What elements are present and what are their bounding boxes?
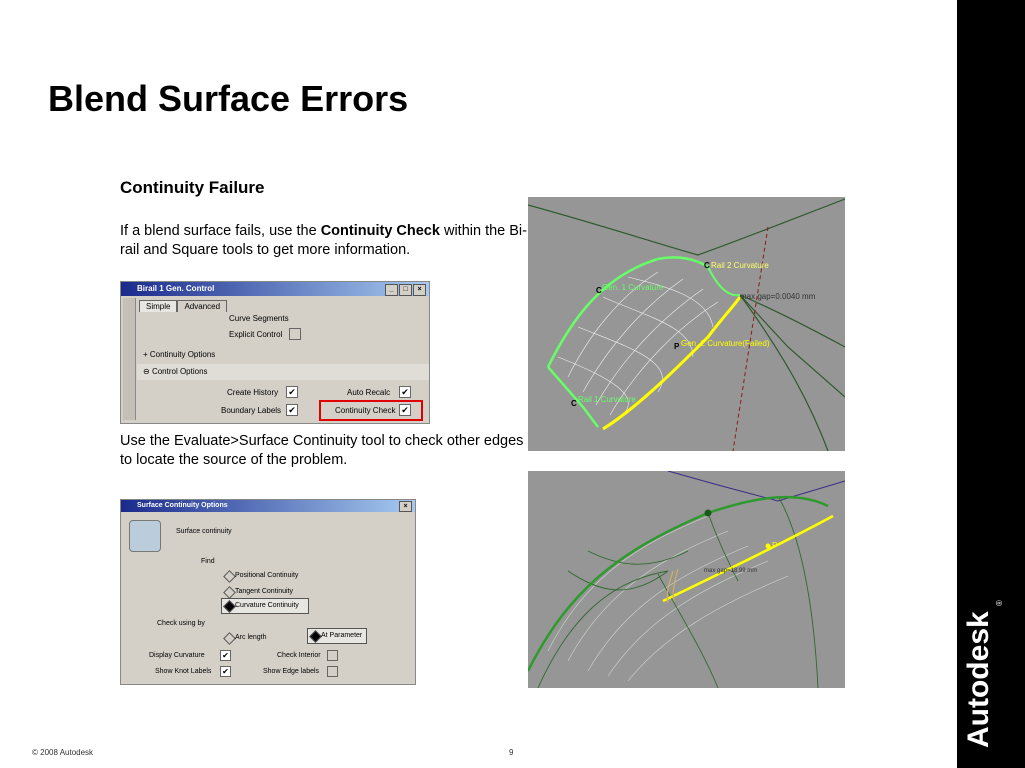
brand-registered-mark: ® <box>995 600 1004 606</box>
auto-recalc-label: Auto Recalc <box>347 388 391 397</box>
tab-advanced[interactable]: Advanced <box>177 300 227 312</box>
tangent-option: Tangent Continuity <box>235 588 293 595</box>
footer-copyright: © 2008 Autodesk <box>32 748 94 757</box>
find-label: Find <box>201 558 215 565</box>
gen2-failed-label: Gen. 2 Curvature(Failed) <box>681 339 770 348</box>
check-using-label: Check using by <box>157 620 205 627</box>
max-gap-label: max gap=0.0040 mm <box>740 292 816 301</box>
dialog1-tabs <box>139 300 227 312</box>
arc-length-radio[interactable] <box>223 632 236 645</box>
show-edge-labels-checkbox[interactable] <box>327 666 338 677</box>
check-interior-checkbox[interactable] <box>327 650 338 661</box>
dialog2-titlebar[interactable] <box>121 500 415 512</box>
tab-simple[interactable]: Simple <box>139 300 177 312</box>
maximize-button[interactable]: □ <box>399 284 412 296</box>
gen2-marker: P <box>674 342 680 351</box>
slide-title: Blend Surface Errors <box>48 78 409 119</box>
rail2-curvature-label: Rail 2 Curvature <box>711 261 769 270</box>
continuity-check-checkbox[interactable]: ✔ <box>399 404 411 416</box>
autodesk-logo <box>958 600 1022 750</box>
arc-length-option: Arc length <box>235 634 267 641</box>
curvature-option: Curvature Continuity <box>235 602 299 609</box>
viewport1-drawing <box>528 197 845 451</box>
slide-subtitle: Continuity Failure <box>120 178 265 197</box>
show-edge-labels-label: Show Edge labels <box>263 668 320 675</box>
curve-segments-label: Curve Segments <box>229 314 289 323</box>
create-history-checkbox[interactable]: ✔ <box>286 386 298 398</box>
collapse-icon: ⊖ <box>143 367 150 376</box>
continuity-options-expander[interactable] <box>143 350 215 359</box>
gen1-curvature-label: Gen. 1 Curvature <box>602 283 664 292</box>
tangent-radio[interactable] <box>223 586 236 599</box>
vp2-p-marker: P <box>772 541 778 550</box>
para1-bold: Continuity Check <box>320 223 440 239</box>
dialog1-title: Birail 1 Gen. Control <box>137 284 215 293</box>
viewport2-drawing <box>528 471 845 688</box>
control-options-label: Control Options <box>151 367 208 376</box>
para1-prefix: If a blend surface fails, use the <box>120 223 321 239</box>
dialog2-close-button[interactable]: × <box>399 501 412 512</box>
check-interior-label: Check Interior <box>277 652 321 659</box>
surface-continuity-dialog <box>120 499 416 685</box>
dialog2-title: Surface Continuity Options <box>137 502 228 509</box>
show-knot-labels-label: Show Knot Labels <box>155 668 212 675</box>
continuity-check-label: Continuity Check <box>335 406 396 415</box>
boundary-labels-checkbox[interactable]: ✔ <box>286 404 298 416</box>
auto-recalc-checkbox[interactable]: ✔ <box>399 386 411 398</box>
boundary-labels-label: Boundary Labels <box>221 406 282 415</box>
paragraph-surface-continuity: Use the Evaluate>Surface Continuity tool to check other edges to locate the source of the problem. <box>120 433 524 468</box>
explicit-control-label: Explicit Control <box>229 330 283 339</box>
brand-wordmark: Autodesk <box>962 611 995 748</box>
minimize-button[interactable]: _ <box>385 284 398 296</box>
rail1-curvature-label: Rail 1 Curvature <box>578 395 636 404</box>
explicit-control-checkbox[interactable] <box>289 328 301 340</box>
positional-option: Positional Continuity <box>235 572 299 579</box>
at-parameter-option: At Parameter <box>321 632 363 639</box>
rail1-marker: C <box>571 399 577 408</box>
dialog1-titlebar[interactable] <box>121 282 429 296</box>
surface-continuity-panel-label: Surface continuity <box>176 528 232 535</box>
rail2-marker: C <box>704 261 710 270</box>
show-knot-labels-checkbox[interactable]: ✔ <box>220 666 231 677</box>
positional-radio[interactable] <box>223 570 236 583</box>
continuity-check-highlight <box>319 400 423 421</box>
dialog1-scrollbar[interactable] <box>123 298 136 420</box>
display-curvature-label: Display Curvature <box>149 652 205 659</box>
expand-plus-icon: + <box>143 350 148 359</box>
display-curvature-checkbox[interactable]: ✔ <box>220 650 231 661</box>
continuity-options-label: Continuity Options <box>149 350 216 359</box>
para1-suffix: within the Bi-rail and Square tools to get more information. <box>120 223 527 258</box>
birail-curvature-viewport[interactable] <box>528 197 845 451</box>
close-button[interactable]: × <box>413 284 426 296</box>
control-options-expander[interactable] <box>137 364 430 380</box>
vp2-gap-label: max gap=18.99 mm <box>704 568 758 574</box>
gen1-marker: C <box>596 286 602 295</box>
paragraph-continuity-check <box>120 222 530 260</box>
surface-continuity-viewport[interactable] <box>528 471 845 688</box>
page-number: 9 <box>509 748 514 757</box>
surface-continuity-tool-icon <box>129 520 161 552</box>
create-history-label: Create History <box>227 388 279 397</box>
